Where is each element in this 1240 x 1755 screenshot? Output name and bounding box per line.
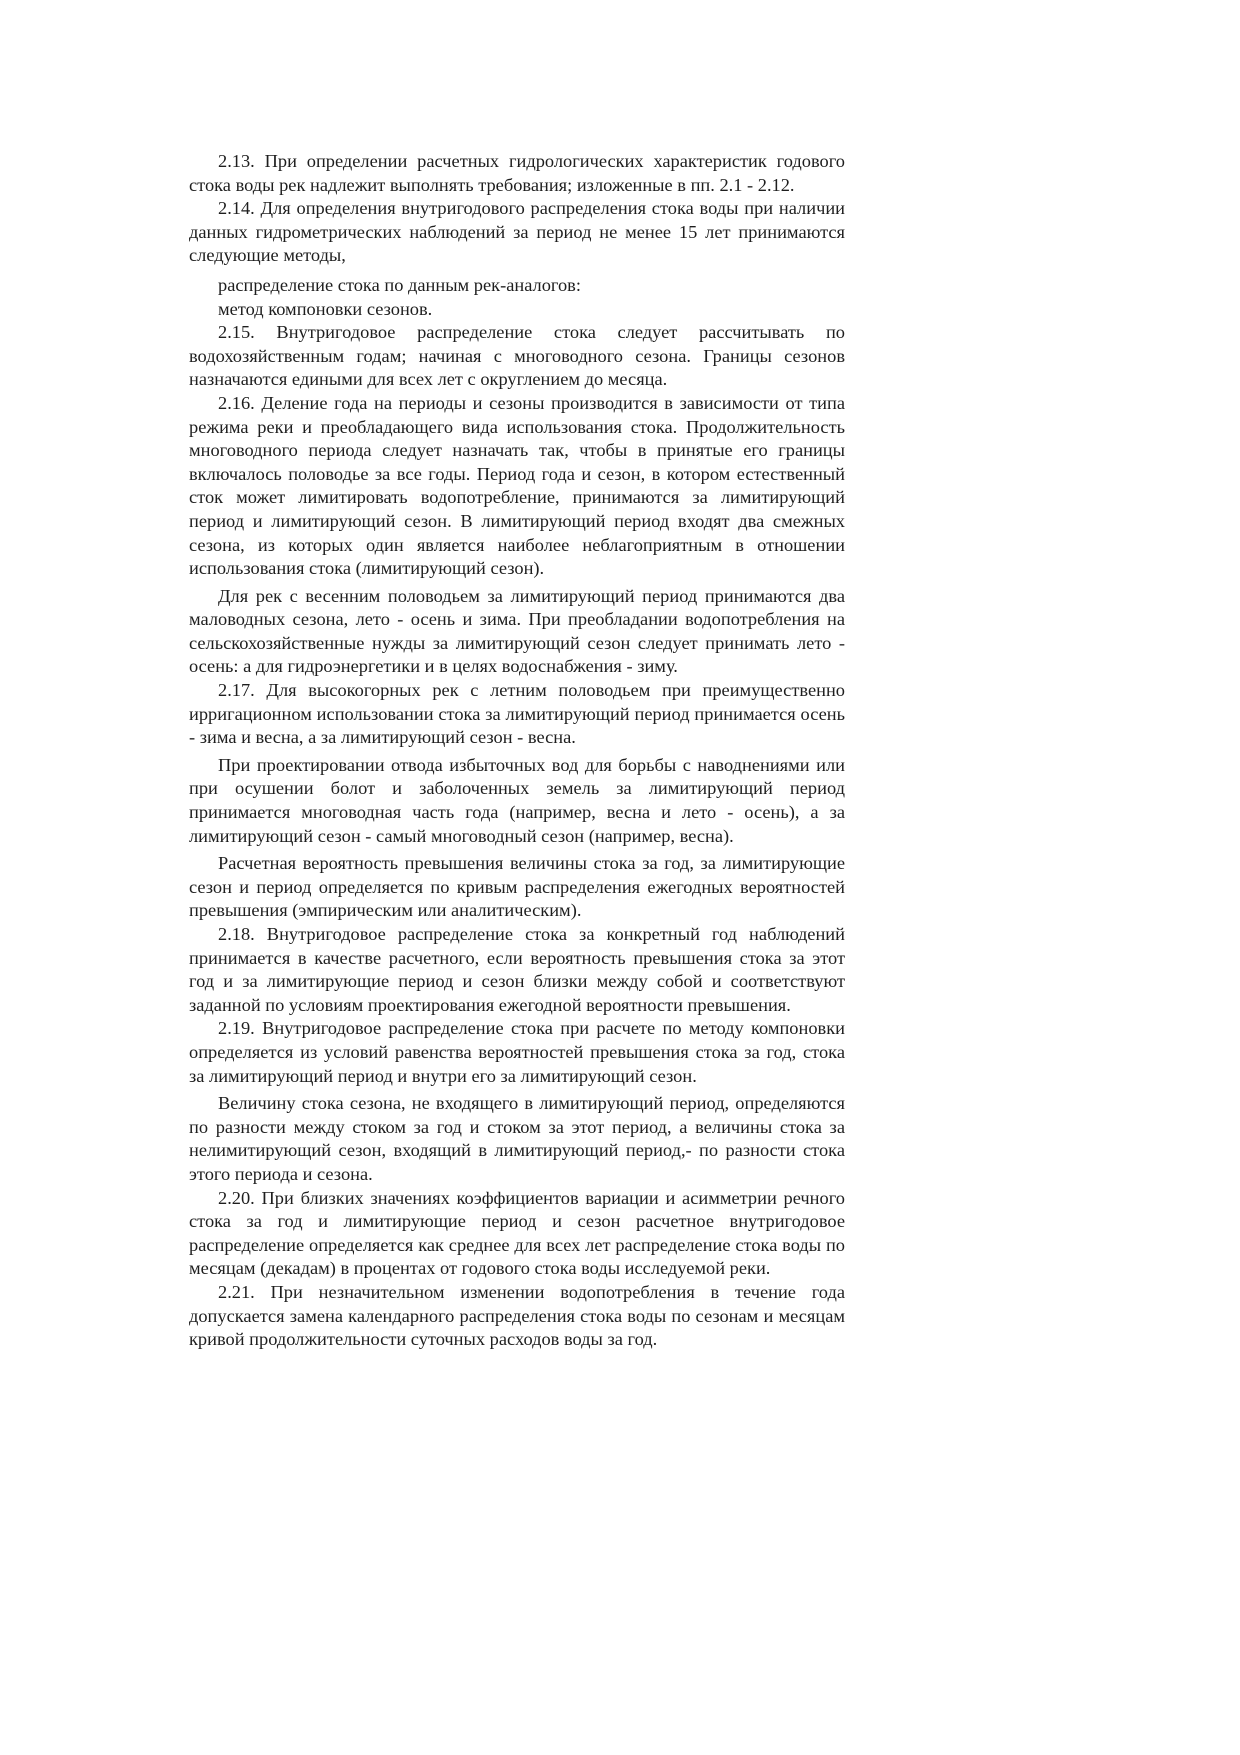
paragraph-2-18: 2.18. Внутригодовое распределение стока за конкретный год наблюдений принимается в качестве расчетного, если вероятность превышения стока за этот год и за лимитирующие период и сезон близки между собой и соответствуют заданной по условиям проектирования ежегодной вероятности превышения. bbox=[189, 924, 845, 1015]
paragraph-2-19: 2.19. Внутригодовое распределение стока при расчете по методу компоновки определяется из условий равенства вероятностей превышения стока за год, стока за лимитирующий период и внутри его за лимитирующий сезон. bbox=[189, 1018, 845, 1086]
paragraph-excess-water: При проектировании отвода избыточных вод для борьбы с наводнениями или при осушении болот и заболоченных земель за лимитирующий период принимается многоводная часть года (например, весна и лето - осень), а за лимитирующий сезон - самый многоводный сезон (например, весна). bbox=[189, 754, 845, 846]
method-analog-rivers: распределение стока по данным рек-аналогов: bbox=[218, 274, 581, 295]
paragraph-2-16: 2.16. Деление года на периоды и сезоны производится в зависимости от типа режима реки и преобладающего вида использования стока. Продолжительность многоводного периода следует назначать так, чтобы в принятые его границы включалось половодье за все годы. Период года и сезон, в котором естественный сток может лимитировать водопотребление, принимаются за лимитирующий период и лимитирующий сезон. В лимитирующий период входят два смежных сезона, из которых один является наиболее неблагоприятным в отношении использования стока (лимитирующий сезон). bbox=[189, 392, 845, 579]
method-season-composition: метод компоновки сезонов. bbox=[218, 298, 433, 319]
paragraph-2-15: 2.15. Внутригодовое распределение стока следует рассчитывать по водохозяйственным годам; начиная с многоводного сезона. Границы сезонов назначаются едиными для всех лет с округлением до месяца. bbox=[189, 322, 845, 390]
paragraph-2-14: 2.14. Для определения внутригодового распределения стока воды при наличии данных гидрометрических наблюдений за период не менее 15 лет принимаются следующие методы, bbox=[189, 198, 845, 266]
paragraph-spring-flood: Для рек с весенним половодьем за лимитирующий период принимаются два маловодных сезона, лето - осень и зима. При преобладании водопотребления на сельскохозяйственные нужды за лимитирующий сезон следует принимать лето - осень: а для гидроэнергетики и в целях водоснабжения - зиму. bbox=[189, 585, 845, 677]
paragraph-2-20: 2.20. При близких значениях коэффициентов вариации и асимметрии речного стока за год и лимитирующие период и сезон расчетное внутригодовое распределение определяется как среднее для всех лет распределение стока воды по месяцам (декадам) в процентах от годового стока воды исследуемой реки. bbox=[189, 1187, 845, 1279]
paragraph-season-runoff: Величину стока сезона, не входящего в лимитирующий период, определяются по разности между стоком за год и стоком за этот период, а величины стока за нелимитирующий сезон, входящий в лимитирующий период,- по разности стока этого периода и сезона. bbox=[189, 1093, 845, 1184]
paragraph-2-13: 2.13. При определении расчетных гидрологических характеристик годового стока воды рек надлежит выполнять требования; изложенные в пп. 2.1 - 2.12. bbox=[189, 151, 845, 195]
document-body bbox=[189, 150, 845, 1352]
paragraph-2-21: 2.21. При незначительном изменении водопотребления в течение года допускается замена календарного распределения стока воды по сезонам и месяцам кривой продолжительности суточных расходов воды за год. bbox=[189, 1281, 845, 1350]
paragraph-probability: Расчетная вероятность превышения величины стока за год, за лимитирующие сезон и период определяется по кривым распределения ежегодных вероятностей превышения (эмпирическим или аналитическим). bbox=[189, 853, 845, 921]
paragraph-2-17: 2.17. Для высокогорных рек с летним половодьем при преимущественно ирригационном использовании стока за лимитирующий период принимается осень - зима и весна, а за лимитирующий сезон - весна. bbox=[189, 680, 845, 748]
